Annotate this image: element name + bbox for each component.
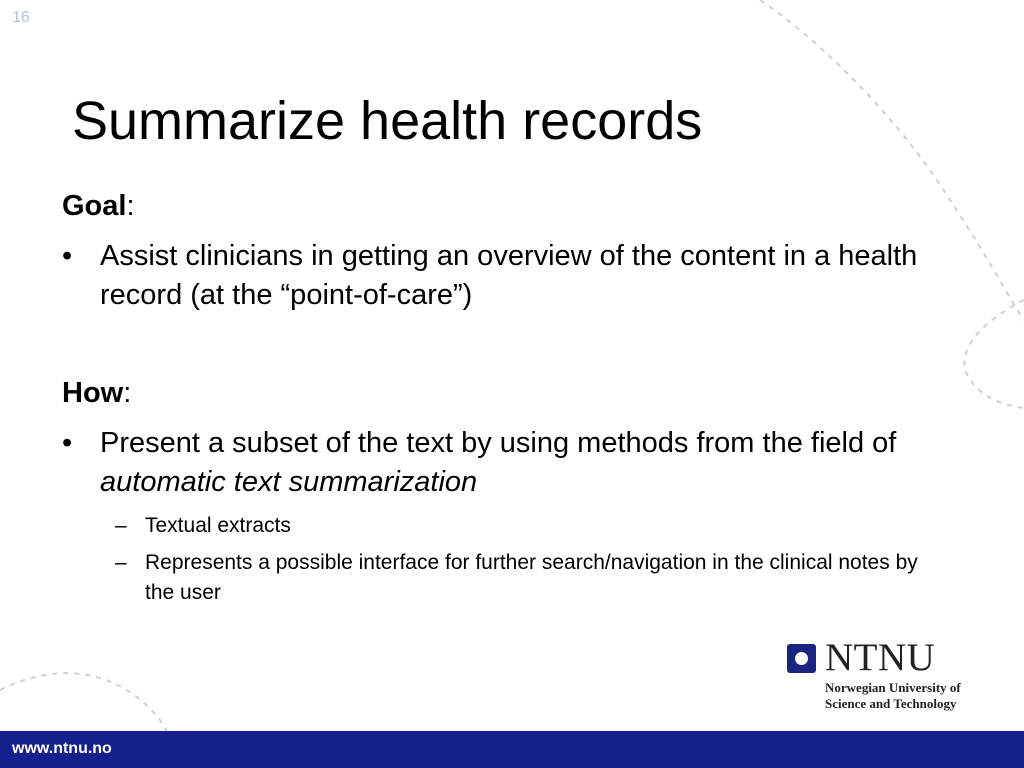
logo-subtitle-line: Science and Technology [825,696,957,711]
how-subitem [115,511,935,541]
how-subitem [115,548,935,608]
logo-name: NTNU [825,636,936,679]
how-subitem-text: Represents a possible interface for further search/navigation in the clinical notes by the user [145,551,918,604]
goal-bullet-text: Assist clinicians in getting an overview of the content in a health record (at the “point-of-care”) [100,240,918,311]
how-bullet [62,424,982,502]
goal-colon: : [126,190,135,222]
dash-marker: – [115,551,127,574]
how-heading [62,377,131,410]
bullet-marker: • [62,427,73,459]
footer-bar [0,731,1024,768]
how-bullet-prefix: Present a subset of the text by using methods from the field of [100,427,897,459]
how-bullet-emphasis: automatic text summarization [100,466,478,498]
slide-number: 16 [12,9,30,26]
goal-bullet [62,237,982,315]
goal-heading [62,190,135,223]
dash-marker: – [115,514,127,537]
how-subitem-text: Textual extracts [145,514,291,537]
how-label: How [62,377,124,409]
logo-subtitle-line: Norwegian University of [825,680,961,695]
logo-subtitle [825,680,961,712]
ntnu-logo-icon [787,644,816,673]
footer-url: www.ntnu.no [12,740,112,757]
how-colon: : [123,377,132,409]
slide-title: Summarize health records [72,91,703,151]
goal-label: Goal [62,190,127,222]
how-bullet-text [100,424,982,502]
bullet-marker: • [62,240,73,272]
